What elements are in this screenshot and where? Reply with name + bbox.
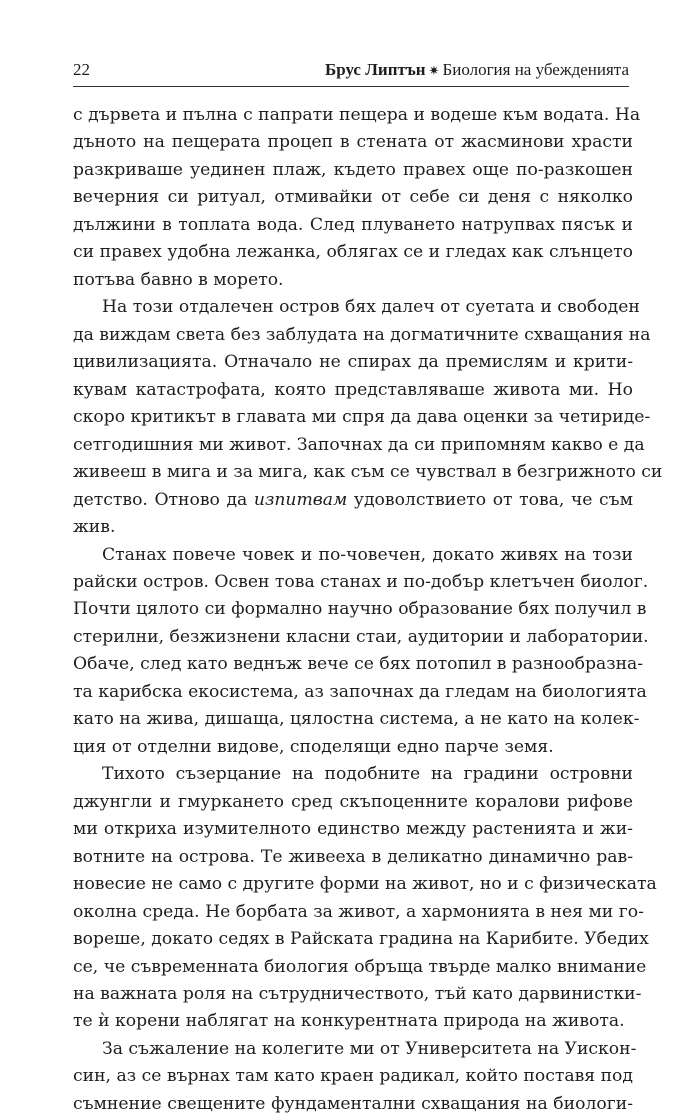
separator-icon: ✷: [428, 63, 440, 78]
text-line: ми откриха изумителното единство между растенията и жи-: [73, 819, 633, 840]
text-line: околна среда. Не борбата за живот, а хармонията в нея ми го-: [73, 901, 644, 922]
text-line: дъното на пещерата процеп в стената от жасминови храсти: [73, 132, 633, 153]
text-line: вотните на острова. Те живееха в деликатно динамично рав-: [73, 846, 633, 867]
text-line: дължини в топлата вода. След плуването натрупвах пясък и: [73, 214, 633, 235]
text-line: се, че съвременната биология обръща твърде малко внимание: [73, 956, 647, 977]
text-line: сетгодишния ми живот. Започнах да си припомням какво е да: [73, 434, 645, 455]
text-line: новесие не само с другите форми на живот, но и с физическата: [73, 874, 657, 895]
body-text: [73, 102, 663, 1118]
text-line: Обаче, след като веднъж вече се бях потопил в разнообразна-: [73, 654, 644, 675]
emphasized-word: изпитвам: [253, 489, 348, 510]
text-line-with-emphasis: [73, 487, 633, 514]
text-line: син, аз се върнах там като краен радикал, който поставя под: [73, 1066, 633, 1087]
running-head: [325, 60, 629, 80]
text-line: ция от отделни видове, споделящи едно парче земя.: [73, 736, 554, 757]
page-header: [73, 60, 629, 84]
page-number: 22: [73, 60, 90, 79]
paragraph-first-line: Тихото съзерцание на подобните на градини островни: [102, 764, 633, 785]
text-fragment: удоволствието от това, че съм: [353, 489, 633, 510]
text-line: джунгли и гмуркането сред скъпоценните коралови рифове: [73, 791, 633, 812]
text-line: да виждам света без заблудата на догматичните схващания на: [73, 324, 651, 345]
text-line: те ѝ корени наблягат на конкурентната природа на живота.: [73, 1011, 625, 1032]
text-line: си правех удобна лежанка, облягах се и гледах как слънцето: [73, 242, 633, 263]
text-line: кувам катастрофата, която представляваше живота ми. Но: [73, 379, 633, 400]
text-line: като на жива, дишаща, цялостна система, а не като на колек-: [73, 709, 640, 730]
text-line: райски остров. Освен това станах и по-добър клетъчен биолог.: [73, 571, 649, 592]
text-line: цивилизацията. Отначало не спирах да премислям и крити-: [73, 352, 633, 373]
text-line: вореше, докато седях в Райската градина на Карибите. Убедих: [73, 929, 649, 950]
text-line: потъва бавно в морето.: [73, 269, 284, 290]
author-name: Брус Липтън: [324, 60, 426, 79]
header-rule: [73, 86, 629, 87]
text-line: живееш в мига и за мига, как съм се чувствал в безгрижното си: [73, 462, 663, 483]
text-line: съмнение свещените фундаментални схващания на биологи-: [73, 1093, 633, 1114]
text-line: разкриваше уединен плаж, където правех още по-разкошен: [73, 159, 633, 180]
paragraph-first-line: Станах повече човек и по-човечен, докато живях на този: [102, 544, 633, 565]
text-line: стерилни, безжизнени класни стаи, аудитории и лаборатории.: [73, 626, 649, 647]
text-line: с дървета и пълна с папрати пещера и водеше към водата. На: [73, 105, 641, 125]
book-title: Биология на убежденията: [442, 60, 629, 79]
text-line: на важната роля на сътрудничеството, тъй като дарвинистки-: [73, 984, 642, 1004]
paragraph-first-line: За съжаление на колегите ми от Университета на Уискон-: [102, 1038, 637, 1059]
text-line: скоро критикът в главата ми спря да дава оценки за четириде-: [73, 407, 651, 428]
text-line: та карибска екосистема, аз започнах да гледам на биологията: [73, 681, 647, 702]
text-line: Почти цялото си формално научно образование бях получил в: [73, 599, 647, 620]
text-fragment: детство. Отново да: [73, 489, 248, 510]
text-line: вечерния си ритуал, отмивайки от себе си деня с няколко: [73, 187, 633, 208]
text-line: жив.: [73, 517, 116, 538]
paragraph-first-line: На този отдалечен остров бях далеч от суетата и свободен: [102, 297, 640, 318]
